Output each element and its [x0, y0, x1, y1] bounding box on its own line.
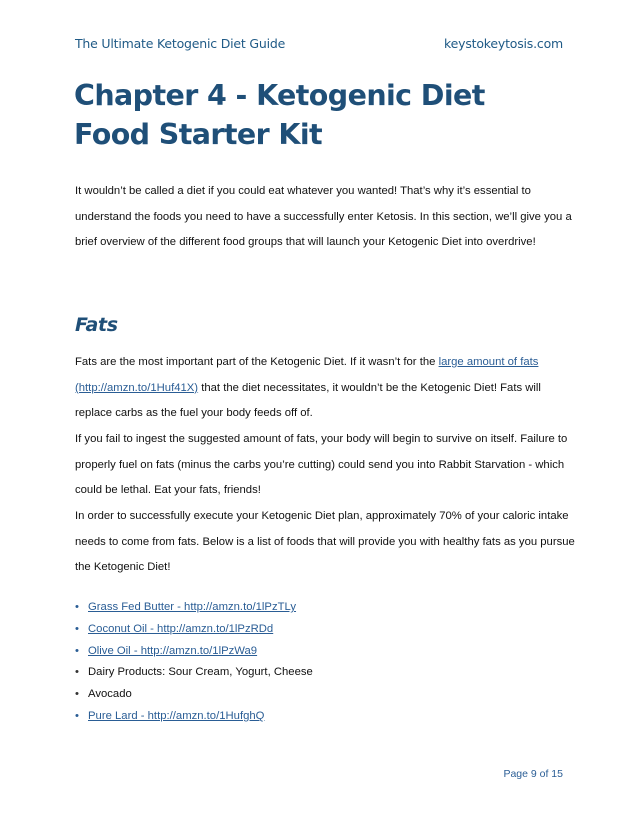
pure-lard-link[interactable]: Pure Lard - http://amzn.to/1HufghQ — [88, 709, 265, 722]
list-item — [75, 662, 313, 684]
guide-title: The Ultimate Ketogenic Diet Guide — [75, 36, 286, 51]
fats-p1-text-after: that the diet necessitates, it wouldn’t be the Ketogenic Diet! Fats will replace carbs as the fuel your body feeds off of. — [75, 381, 541, 419]
bullet-icon: • — [75, 601, 79, 613]
list-item — [75, 597, 313, 619]
avocado-text: Avocado — [88, 688, 132, 701]
coconut-oil-link[interactable]: Coconut Oil - http://amzn.to/1lPzRDd — [88, 622, 274, 635]
intro-paragraph: It wouldn’t be called a diet if you could eat whatever you wanted! That’s why it’s essential to understand the foods you need to have a successfully enter Ketosis. In this section, we’ll give you a brief overview of the different food groups that will launch your Ketogenic Diet into overdrive! — [75, 185, 572, 248]
page-number: Page 9 of 15 — [503, 768, 563, 780]
page-header — [75, 36, 563, 51]
list-item — [75, 684, 313, 706]
fats-paragraph-1 — [75, 350, 575, 427]
fats-heading: Fats — [75, 314, 118, 336]
fats-paragraph-2: If you fail to ingest the suggested amount of fats, your body will begin to survive on itself. Failure to properly fuel on fats (minus the carbs you’re cutting) could send you into Rabbit Starvation - which could be lethal. Eat your fats, friends! — [75, 433, 568, 496]
list-item — [75, 706, 313, 728]
bullet-icon: • — [75, 666, 79, 679]
dairy-products-text: Dairy Products: Sour Cream, Yogurt, Cheese — [88, 666, 313, 679]
fats-p1-text-before: Fats are the most important part of the Ketogenic Diet. If it wasn’t for the — [75, 356, 439, 368]
grass-fed-butter-link[interactable]: Grass Fed Butter - http://amzn.to/1lPzTLy — [88, 601, 297, 613]
bullet-icon: • — [75, 622, 79, 635]
fat-foods-list — [75, 597, 313, 728]
bullet-icon: • — [75, 709, 79, 722]
list-item — [75, 641, 313, 663]
fats-link[interactable]: large amount of fats (http://amzn.to/1Huf41X) — [75, 356, 539, 394]
list-item — [75, 619, 313, 641]
fats-paragraph-3: In order to successfully execute your Ketogenic Diet plan, approximately 70% of your caloric intake needs to come from fats. Below is a list of foods that will provide you with healthy fats as you pursue the Ketogenic Diet! — [75, 510, 575, 573]
site-name: keystokeytosis.com — [444, 36, 563, 51]
bullet-icon: • — [75, 688, 79, 701]
bullet-icon: • — [75, 644, 79, 657]
olive-oil-link[interactable]: Olive Oil - http://amzn.to/1lPzWa9 — [88, 644, 258, 657]
chapter-title: Chapter 4 - Ketogenic Diet Food Starter Kit — [74, 79, 485, 151]
